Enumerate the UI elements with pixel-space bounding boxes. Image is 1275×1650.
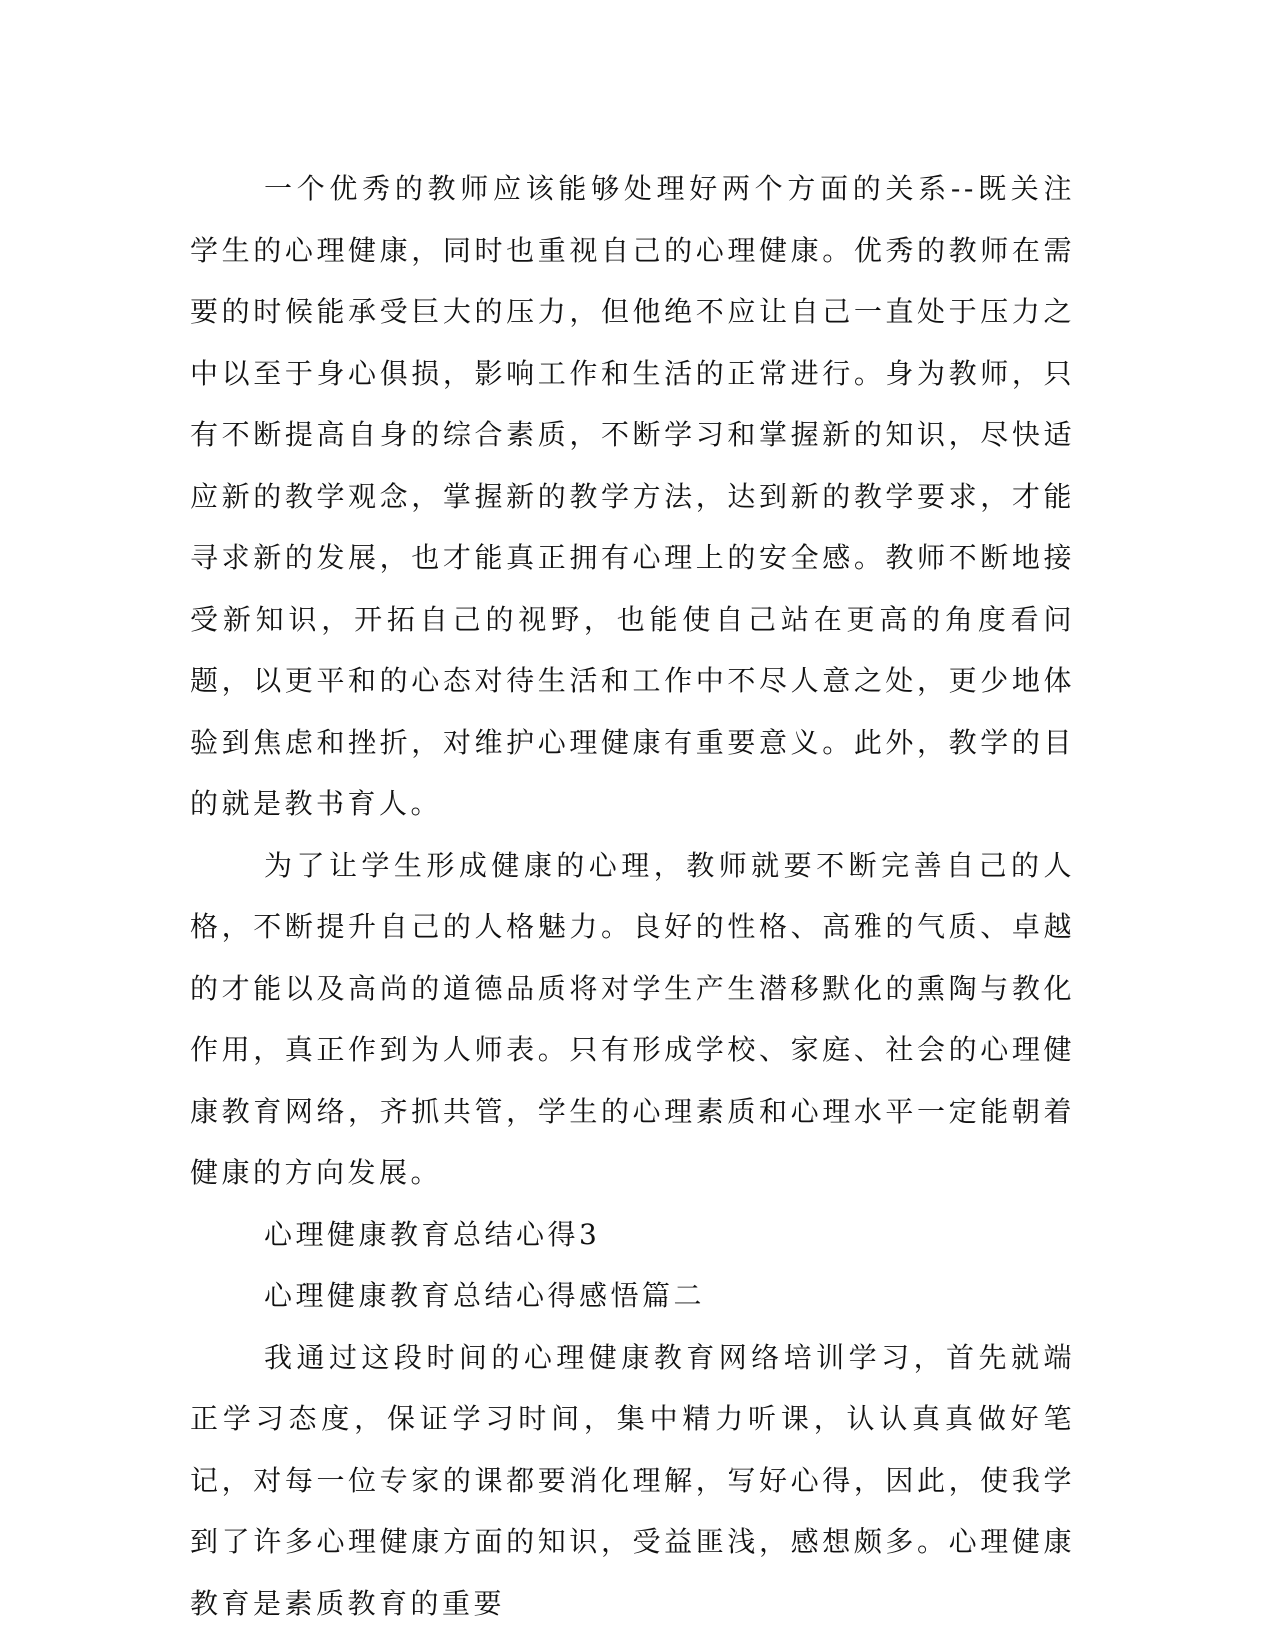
section-heading-summary-3: 心理健康教育总结心得3 bbox=[264, 1217, 601, 1251]
section-heading-part-two: 心理健康教育总结心得感悟篇二 bbox=[264, 1279, 706, 1312]
paragraph-teacher-mental-health: 一个优秀的教师应该能够处理好两个方面的关系--既关注学生的心理健康，同时也重视自己的心理健康。优秀的教师在需要的时候能承受巨大的压力，但他绝不应让自己一直处于压力之中以至于身心俱损，影响工作和生活的正常进行。身为教师，只有不断提高自身的综合素质，不断学习和掌握新的知识，尽快适应新的教学观念，掌握新的教学方法，达到新的教学要求，才能寻求新的发展，也才能真正拥有心理上的安全感。教师不断地接受新知识，开拓自己的视野，也能使自己站在更高的角度看问题，以更平和的心态对待生活和工作中不尽人意之处，更少地体验到焦虑和挫折，对维护心理健康有重要意义。此外，教学的目的就是教书育人。 bbox=[190, 172, 1075, 820]
paragraph-personality-charm: 为了让学生形成健康的心理，教师就要不断完善自己的人格，不断提升自己的人格魅力。良好的性格、高雅的气质、卓越的才能以及高尚的道德品质将对学生产生潜移默化的熏陶与教化作用，真正作到为人师表。只有形成学校、家庭、社会的心理健康教育网络，齐抓共管，学生的心理素质和心理水平一定能朝着健康的方向发展。 bbox=[190, 848, 1075, 1189]
document-body bbox=[190, 158, 1075, 1634]
paragraph-online-training: 我通过这段时间的心理健康教育网络培训学习，首先就端正学习态度，保证学习时间，集中精力听课，认认真真做好笔记，对每一位专家的课都要消化理解，写好心得，因此，使我学到了许多心理健康方面的知识，受益匪浅，感想颇多。心理健康教育是素质教育的重要 bbox=[190, 1340, 1075, 1620]
